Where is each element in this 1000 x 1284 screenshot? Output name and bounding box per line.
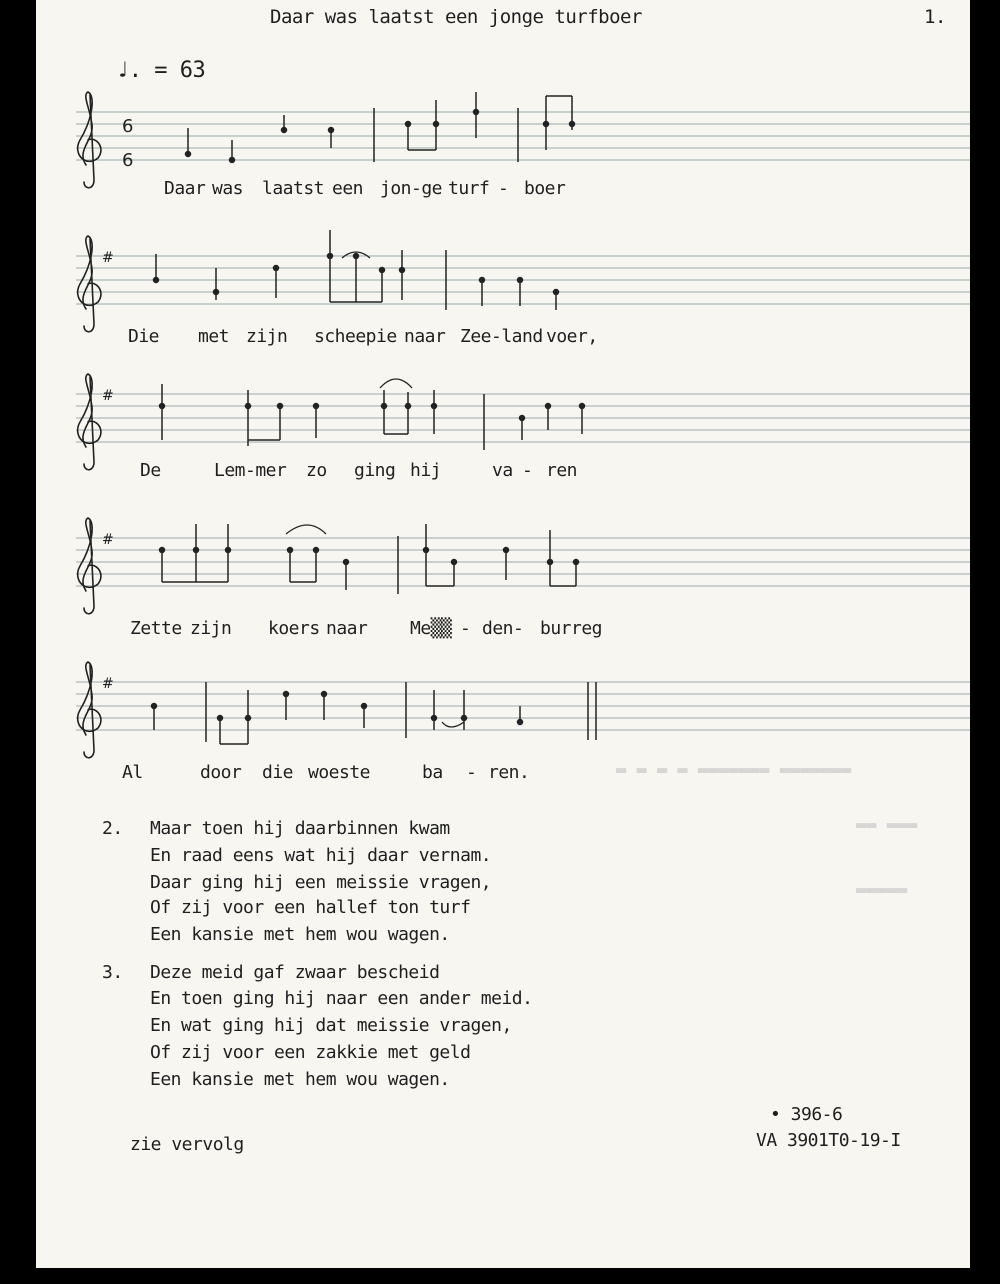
verse-line: Daar ging hij een meissie vragen, bbox=[150, 872, 492, 893]
lyric-syllable: Lem-mer bbox=[214, 460, 287, 481]
tempo-mark: ♩. = 63 bbox=[116, 58, 206, 83]
lyric-syllable: zijn bbox=[246, 326, 288, 347]
lyric-syllable: zo bbox=[306, 460, 327, 481]
lyric-syllable: den- bbox=[482, 618, 524, 639]
lyric-syllable: naar bbox=[326, 618, 368, 639]
lyric-syllable: ren bbox=[546, 460, 578, 481]
lyric-syllable: naar bbox=[404, 326, 446, 347]
svg-text:#: # bbox=[102, 676, 114, 692]
verse-line: Of zij voor een hallef ton turf bbox=[150, 897, 471, 918]
page-number: 1. bbox=[924, 6, 946, 28]
lyric-syllable: turf bbox=[448, 178, 490, 199]
lyric-syllable: scheepie bbox=[314, 326, 397, 347]
lyric-syllable: Daar bbox=[164, 178, 206, 199]
lyric-syllable: een bbox=[332, 178, 364, 199]
lyric-syllable: - bbox=[460, 618, 471, 639]
svg-text:#: # bbox=[102, 388, 114, 404]
lyric-syllable: koers bbox=[268, 618, 320, 639]
lyric-syllable: Al bbox=[122, 762, 143, 783]
bleed-through-text: ▬▬▬▬▬ bbox=[856, 880, 908, 900]
lyric-syllable: met bbox=[198, 326, 230, 347]
lyric-syllable: Zee-land bbox=[460, 326, 543, 347]
bleed-through-text: ▬▬ ▬▬▬ bbox=[856, 815, 918, 835]
svg-text:6: 6 bbox=[122, 150, 134, 171]
lyric-syllable: woeste bbox=[308, 762, 371, 783]
lyric-syllable: voer, bbox=[546, 326, 598, 347]
verse-line: Een kansie met hem wou wagen. bbox=[150, 924, 450, 945]
lyric-syllable: Zette bbox=[130, 618, 182, 639]
reference-code: • 396-6 bbox=[770, 1104, 843, 1125]
lyric-syllable: va bbox=[492, 460, 513, 481]
lyric-syllable: laatst bbox=[262, 178, 325, 199]
lyric-syllable: - bbox=[522, 460, 533, 481]
lyric-syllable: burreg bbox=[540, 618, 603, 639]
verse-line: En raad eens wat hij daar vernam. bbox=[150, 845, 492, 866]
svg-text:#: # bbox=[102, 532, 114, 548]
lyric-syllable: zijn bbox=[190, 618, 232, 639]
lyric-syllable: die bbox=[262, 762, 294, 783]
lyric-syllable: door bbox=[200, 762, 242, 783]
verse-line: Maar toen hij daarbinnen kwam bbox=[150, 818, 450, 839]
lyric-syllable: jon-ge bbox=[380, 178, 443, 199]
lyric-syllable: De bbox=[140, 460, 161, 481]
verse-number: 3. bbox=[102, 962, 123, 983]
lyric-syllable: ging bbox=[354, 460, 396, 481]
verse-line: En wat ging hij dat meissie vragen, bbox=[150, 1015, 512, 1036]
lyric-syllable: Die bbox=[128, 326, 160, 347]
lyric-syllable: - bbox=[498, 178, 509, 199]
lyric-syllable: ren. bbox=[488, 762, 530, 783]
continuation-note: zie vervolg bbox=[130, 1134, 244, 1155]
verse-line: Een kansie met hem wou wagen. bbox=[150, 1069, 450, 1090]
verse-line: Deze meid gaf zwaar bescheid bbox=[150, 962, 440, 983]
svg-text:#: # bbox=[102, 250, 114, 266]
lyric-syllable: Me▒▒ bbox=[410, 618, 452, 639]
lyric-syllable: was bbox=[212, 178, 244, 199]
verse-line: Of zij voor een zakkie met geld bbox=[150, 1042, 471, 1063]
verse-number: 2. bbox=[102, 818, 123, 839]
score-page bbox=[36, 0, 970, 1268]
lyric-syllable: ba bbox=[422, 762, 443, 783]
verse-line: En toen ging hij naar een ander meid. bbox=[150, 988, 533, 1009]
lyric-syllable: boer bbox=[524, 178, 566, 199]
svg-text:6: 6 bbox=[122, 116, 134, 137]
bleed-through-text: ▬ ▬ ▬ ▬ ▬▬▬▬▬▬▬ ▬▬▬▬▬▬▬ bbox=[616, 760, 852, 780]
archive-code: VA 3901T0-19-I bbox=[756, 1130, 901, 1151]
lyric-syllable: hij bbox=[410, 460, 442, 481]
song-title: Daar was laatst een jonge turfboer bbox=[270, 6, 642, 28]
lyric-syllable: - bbox=[466, 762, 477, 783]
